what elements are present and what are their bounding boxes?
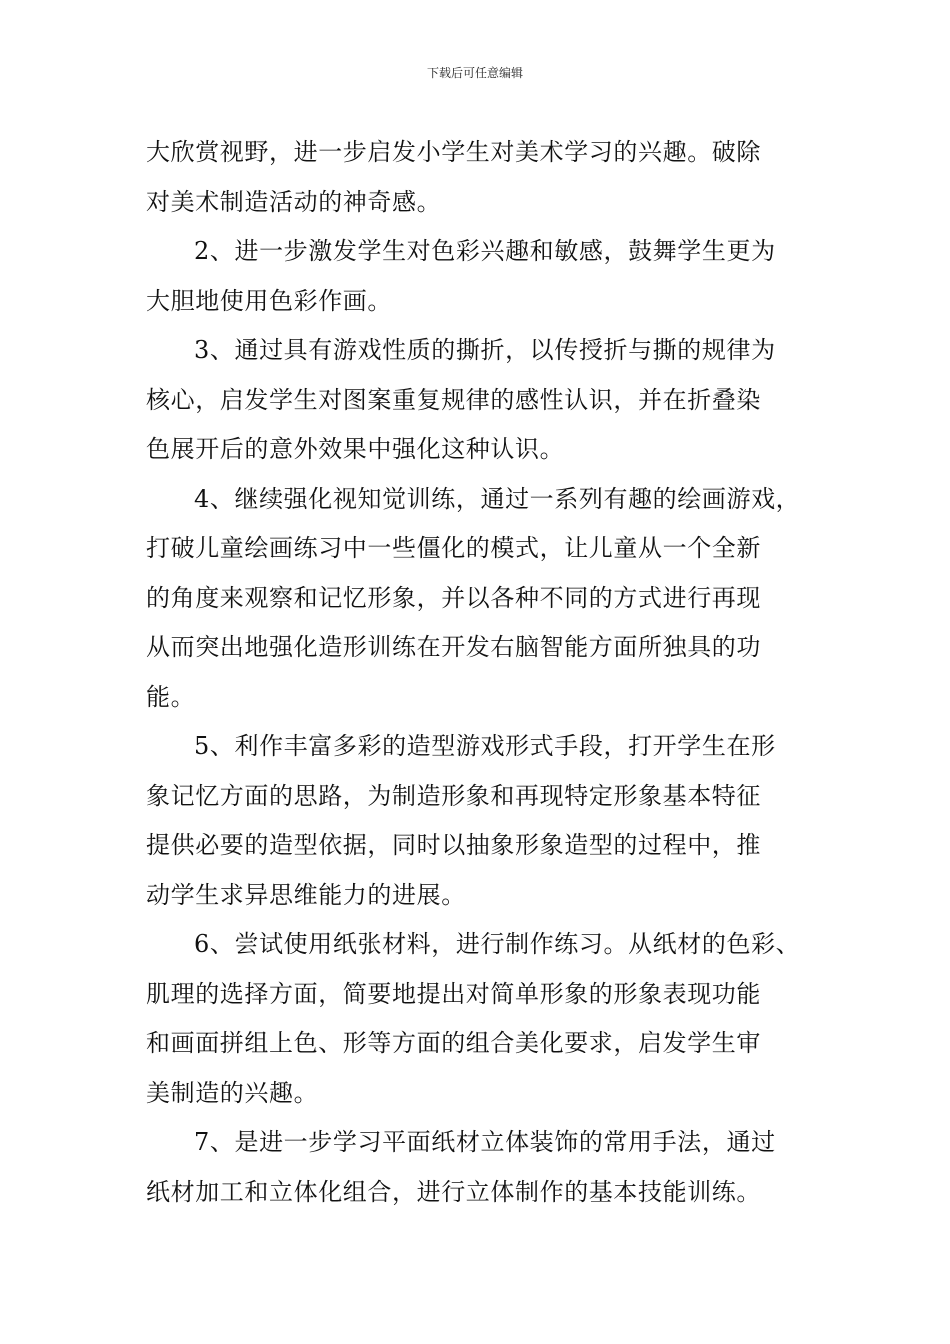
paragraph-7 (146, 1118, 836, 1217)
text-line: 大胆地使用色彩作画。 (146, 286, 392, 315)
text-line: 5、利作丰富多彩的造型游戏形式手段，打开学生在形 (194, 732, 776, 760)
text-line: 动学生求异思维能力的进展。 (146, 880, 466, 909)
text-line: 纸材加工和立体化组合，进行立体制作的基本技能训练。 (146, 1177, 761, 1206)
text-line: 美制造的兴趣。 (146, 1078, 319, 1107)
text-line: 3、通过具有游戏性质的撕折，以传授折与撕的规律为 (194, 336, 776, 364)
paragraph-1 (146, 128, 836, 227)
text-line: 能。 (146, 682, 196, 711)
document-body (146, 128, 836, 1217)
text-line: 大欣赏视野，进一步启发小学生对美术学习的兴趣。破除 (146, 138, 761, 166)
paragraph-6 (146, 920, 836, 1118)
text-line: 色展开后的意外效果中强化这种认识。 (146, 435, 565, 463)
text-line: 4、继续强化视知觉训练，通过一系列有趣的绘画游戏， (194, 484, 801, 513)
text-line: 打破儿童绘画练习中一些僵化的模式，让儿童从一个全新 (146, 534, 761, 562)
text-line: 的角度来观察和记忆形象，并以各种不同的方式进行再现 (146, 583, 761, 612)
text-line: 7、是进一步学习平面纸材立体装饰的常用手法，通过 (194, 1128, 776, 1156)
text-line: 和画面拼组上色、形等方面的组合美化要求，启发学生审 (146, 1029, 761, 1057)
text-line: 核心，启发学生对图案重复规律的感性认识，并在折叠染 (146, 385, 761, 414)
paragraph-3 (146, 326, 836, 475)
text-line: 6、尝试使用纸张材料，进行制作练习。从纸材的色彩、 (194, 930, 801, 958)
text-line: 象记忆方面的思路，为制造形象和再现特定形象基本特征 (146, 781, 761, 810)
text-line: 肌理的选择方面，简要地提出对简单形象的形象表现功能 (146, 979, 761, 1008)
text-line: 从而突出地强化造形训练在开发右脑智能方面所独具的功 (146, 633, 761, 661)
paragraph-2 (146, 227, 836, 326)
text-line: 提供必要的造型依据，同时以抽象形象造型的过程中，推 (146, 831, 761, 859)
paragraph-4 (146, 475, 836, 723)
text-line: 对美术制造活动的神奇感。 (146, 187, 442, 216)
text-line: 2、进一步激发学生对色彩兴趣和敏感，鼓舞学生更为 (194, 237, 776, 265)
paragraph-5 (146, 722, 836, 920)
page-header: 下载后可任意编辑 (426, 66, 523, 80)
